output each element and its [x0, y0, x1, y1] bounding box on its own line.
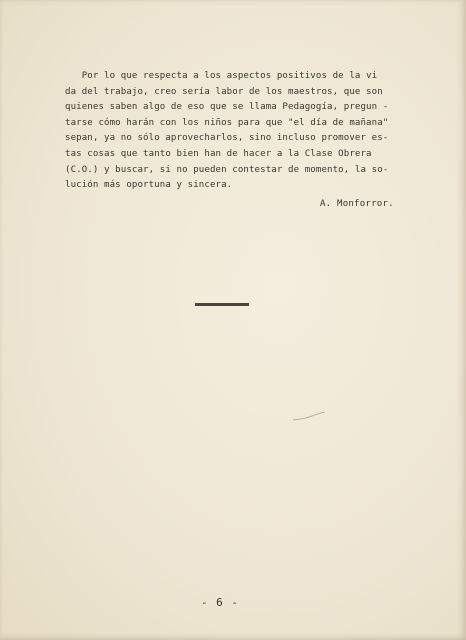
- paragraph-line: da del trabajo, creo sería labor de los maestros, que son: [65, 86, 383, 97]
- section-divider: [195, 303, 249, 306]
- paragraph-line: tas cosas que tanto bien han de hacer a la Clase Obrera: [65, 148, 372, 159]
- paragraph-line: (C.O.) y buscar, si no pueden contestar de momento, la so-: [65, 164, 389, 175]
- body-paragraph: [65, 69, 405, 194]
- paragraph-line: tarse cómo harán con los niños para que "el día de mañana": [65, 117, 389, 128]
- paragraph-line: sepan, ya no sólo aprovecharlos, sino incluso promover es-: [65, 133, 389, 144]
- page-number: - 6 -: [200, 596, 240, 609]
- pencil-mark: [292, 410, 326, 422]
- author-signature: A. Monforror.: [320, 199, 394, 209]
- paragraph-line: quienes saben algo de eso que se llama Pedagogía, pregun -: [65, 102, 389, 113]
- paragraph-line: Por lo que respecta a los aspectos positivos de la vi: [65, 71, 378, 81]
- paragraph-line: lución más oportuna y sincera.: [65, 180, 233, 191]
